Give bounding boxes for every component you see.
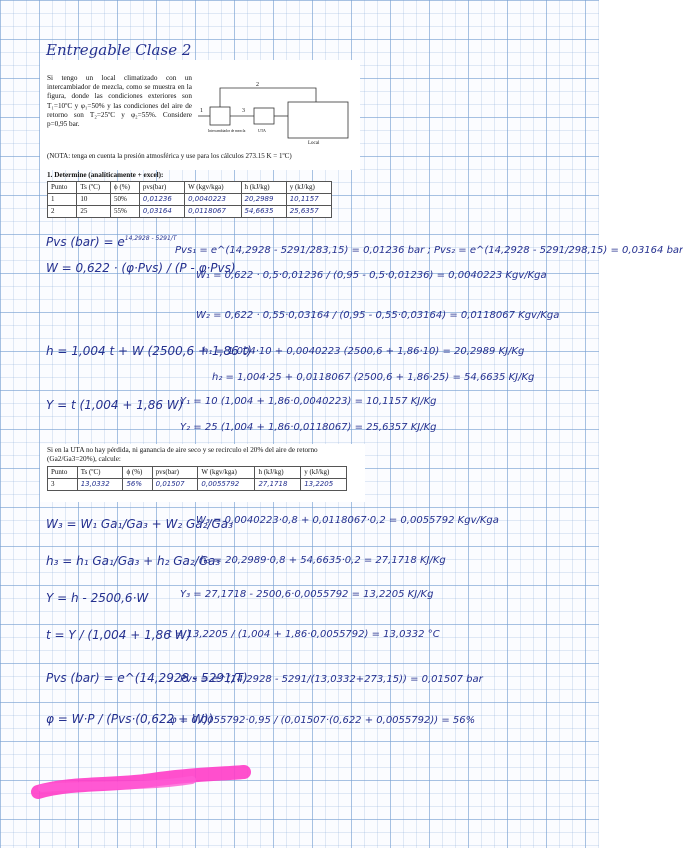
y2-calc: Y₂ = 25 (1,004 + 1,86·0,0118067) = 25,6357 KJ/Kg [180,422,437,433]
y3-calc: Y₃ = 27,1718 - 2500,6·0,0055792 = 13,2205 KJ/Kg [180,589,434,600]
question-2: Si en la UTA no hay pérdida, ni ganancia de aire seco y se recirculo el 20% del aire de retorno (Ga2/Ga3=20%), calcule: [47,446,318,464]
header-cell: Ts (ºC) [77,467,123,479]
table-points-1-2 [47,181,332,218]
header-cell: y (kJ/kg) [286,182,331,194]
header-cell: h (kJ/kg) [241,182,286,194]
y-formula: Y = t (1,004 + 1,86 W) [46,398,184,412]
t3-calc: t = 13,2205 / (1,004 + 1,86·0,0055792) = 13,0332 °C [168,629,440,640]
pvs-formula [46,236,177,248]
header-cell: pvs(bar) [152,467,198,479]
w3-formula: W₃ = W₁ Ga₁/Ga₃ + W₂ Ga₂/Ga₃ [46,517,233,531]
table-header-row [48,182,332,194]
page-title: Entregable Clase 2 [46,41,192,59]
h2-calc: h₂ = 1,004·25 + 0,0118067 (2500,6 + 1,86·25) = 54,6635 KJ/Kg [212,372,535,383]
header-cell: Punto [48,467,78,479]
h-formula: h = 1,004 t + W (2500,6 + 1,86 t) [46,344,252,358]
table-cell: 54,6635 [241,206,286,218]
pvs-formula-lhs: Pvs (bar) = e [46,235,125,249]
phi3-calc: φ = 0,0055792·0,95 / (0,01507·(0,622 + 0,0055792)) = 56% [170,715,476,726]
table-cell: 13,0332 [77,479,123,491]
table-cell: 25 [77,206,111,218]
mixing-diagram [196,74,356,158]
w1-calc: W₁ = 0,622 · 0,5·0,01236 / (0,95 - 0,5·0,01236) = 0,0040223 Kgv/Kga [196,270,547,281]
table-row [48,194,332,206]
header-cell: Ts (ºC) [77,182,111,194]
header-cell: ϕ (%) [123,467,152,479]
table-cell: 10,1157 [286,194,331,206]
header-cell: W (kgv/kga) [198,467,255,479]
table-cell: 0,0118067 [185,206,241,218]
uta-label: UTA [258,128,266,133]
h1-calc: h₁ = 1,004·10 + 0,0040223 (2500,6 + 1,86·10) = 20,2989 KJ/Kg [202,346,525,357]
h3-calc: h₃ = 20,2989·0,8 + 54,6635·0,2 = 27,1718 KJ/Kg [200,555,446,566]
table-row [48,206,332,218]
mixer-label: Intercambiador de mezcla [208,129,246,133]
table-cell: 20,2989 [241,194,286,206]
table-cell: 56% [123,479,152,491]
t-formula: t = Y / (1,004 + 1,86 W) [46,628,192,642]
header-cell: pvs(bar) [139,182,184,194]
table-cell: 0,01236 [139,194,184,206]
table-cell: 2 [48,206,77,218]
pvs3-formula: Pvs (bar) = e^(14,2928 - 5291/T) [46,671,248,685]
header-cell: Punto [48,182,77,194]
table-cell: 55% [111,206,140,218]
table-cell: 27,1718 [255,479,301,491]
w2-calc: W₂ = 0,622 · 0,55·0,03164 / (0,95 - 0,55·0,03164) = 0,0118067 Kgv/Kga [196,310,560,321]
table-cell: 13,2205 [301,479,347,491]
header-cell: h (kJ/kg) [255,467,301,479]
pvs-values: Pvs₁ = e^(14,2928 - 5291/283,15) = 0,01236 bar ; Pvs₂ = e^(14,2928 - 5291/298,15) = 0,03164 bar [175,245,683,256]
h3-formula: h₃ = h₁ Ga₁/Ga₃ + h₂ Ga₂/Ga₃ [46,554,221,568]
y3-formula: Y = h - 2500,6·W [46,591,149,605]
step-1-heading: 1. Determine (analíticamente + excel): [47,171,164,179]
header-cell: y (kJ/kg) [301,467,347,479]
table-header-row [48,467,347,479]
table-cell: 25,6357 [286,206,331,218]
w-formula: W = 0,622 · (φ·Pvs) / (P - φ·Pvs) [46,261,236,275]
local-label: Local [308,141,320,146]
header-cell: W (kgv/kga) [185,182,241,194]
table-cell: 0,03164 [139,206,184,218]
node-1-label: 1 [200,108,203,114]
problem-statement: Si tengo un local climatizado con un intercambiador de mezcla, como se muestra en la figura, donde las condiciones exteriores son T₁=10ºC y φ₁=50% y las condiciones del aire de retorno son T₂=25ºC y φ₂=55%. Considere p=0,95 bar. [47,74,192,129]
phi-formula: φ = W·P / (Pvs·(0,622 + W)) [46,712,214,726]
node-2-label: 2 [256,82,259,88]
table-cell: 50% [111,194,140,206]
table-cell: 0,0055792 [198,479,255,491]
table-cell: 1 [48,194,77,206]
header-cell: ϕ (%) [111,182,140,194]
highlighter-scribble [32,764,252,804]
table-cell: 3 [48,479,78,491]
node-3-label: 3 [242,108,245,114]
problem-note: (NOTA: tenga en cuenta la presión atmosférica y use para los cálculos 273.15 K = 1ºC) [47,152,292,160]
table-cell: 0,0040223 [185,194,241,206]
w3-calc: W₃ = 0,0040223·0,8 + 0,0118067·0,2 = 0,0055792 Kgv/Kga [196,515,499,526]
pvs-formula-exp: 14,2928 - 5291/T [124,235,177,242]
table-cell: 0,01507 [152,479,198,491]
table-row [48,479,347,491]
table-point-3 [47,466,347,491]
table-cell: 10 [77,194,111,206]
y1-calc: Y₁ = 10 (1,004 + 1,86·0,0040223) = 10,1157 KJ/Kg [180,396,437,407]
pvs3-calc: Pvs = e^(14,2928 - 5291/(13,0332+273,15)) = 0,01507 bar [180,674,483,685]
